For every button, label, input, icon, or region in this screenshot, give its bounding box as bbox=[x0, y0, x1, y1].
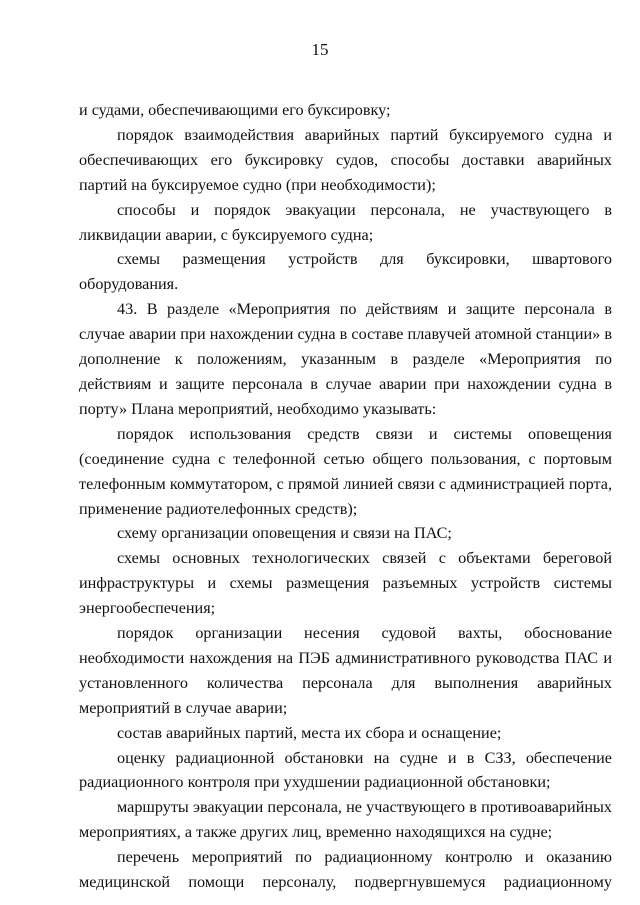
body-paragraph: способы и порядок эвакуации персонала, не участвующего в ликвидации аварии, с буксируемого судна; bbox=[79, 200, 612, 244]
body-paragraph: порядок использования средств связи и системы оповещения (соединение судна с телефонной сетью общего пользования, с портовым телефонным коммутатором, с прямой линией связи с администрацией порта, применение радиотелефонных средств); bbox=[79, 424, 612, 518]
page-number: 15 bbox=[311, 40, 329, 59]
body-paragraph: схемы основных технологических связей с объектами береговой инфраструктуры и схемы размещения разъемных устройств системы энергообеспечения; bbox=[79, 549, 612, 618]
body-paragraph: схему организации оповещения и связи на ПАС; bbox=[117, 524, 452, 543]
body-paragraph: 43. В разделе «Мероприятия по действиям и защите персонала в случае аварии при нахождении судна в составе плавучей атомной станции» в дополнение к положениям, указанным в разделе «Мероприятия по действиям и защите персонала в случае аварии при нахождении судна в порту» Плана мероприятий, необходимо указывать: bbox=[79, 300, 612, 418]
body-paragraph: оценку радиационной обстановки на судне и в СЗЗ, обеспечение радиационного контроля при ухудшении радиационной обстановки; bbox=[79, 748, 612, 792]
document-body bbox=[79, 98, 612, 895]
body-paragraph: маршруты эвакуации персонала, не участвующего в противоаварийных мероприятиях, а также других лиц, временно находящихся на судне; bbox=[79, 798, 612, 842]
body-paragraph: перечень мероприятий по радиационному контролю и оказанию медицинской помощи персоналу, подвергнувшемуся радиационному bbox=[79, 848, 612, 892]
body-paragraph: и судами, обеспечивающими его буксировку; bbox=[79, 101, 391, 119]
body-paragraph: порядок организации несения судовой вахты, обоснование необходимости нахождения на ПЭБ административного руководства ПАС и установленного количества персонала для выполнения аварийных мероприятий в случае аварии; bbox=[79, 624, 612, 717]
body-paragraph: схемы размещения устройств для буксировки, швартового оборудования. bbox=[79, 250, 612, 294]
body-paragraph: порядок взаимодействия аварийных партий буксируемого судна и обеспечивающих его буксировку судов, способы доставки аварийных партий на буксируемое судно (при необходимости); bbox=[79, 125, 612, 194]
body-paragraph: состав аварийных партий, места их сбора и оснащение; bbox=[117, 723, 502, 742]
